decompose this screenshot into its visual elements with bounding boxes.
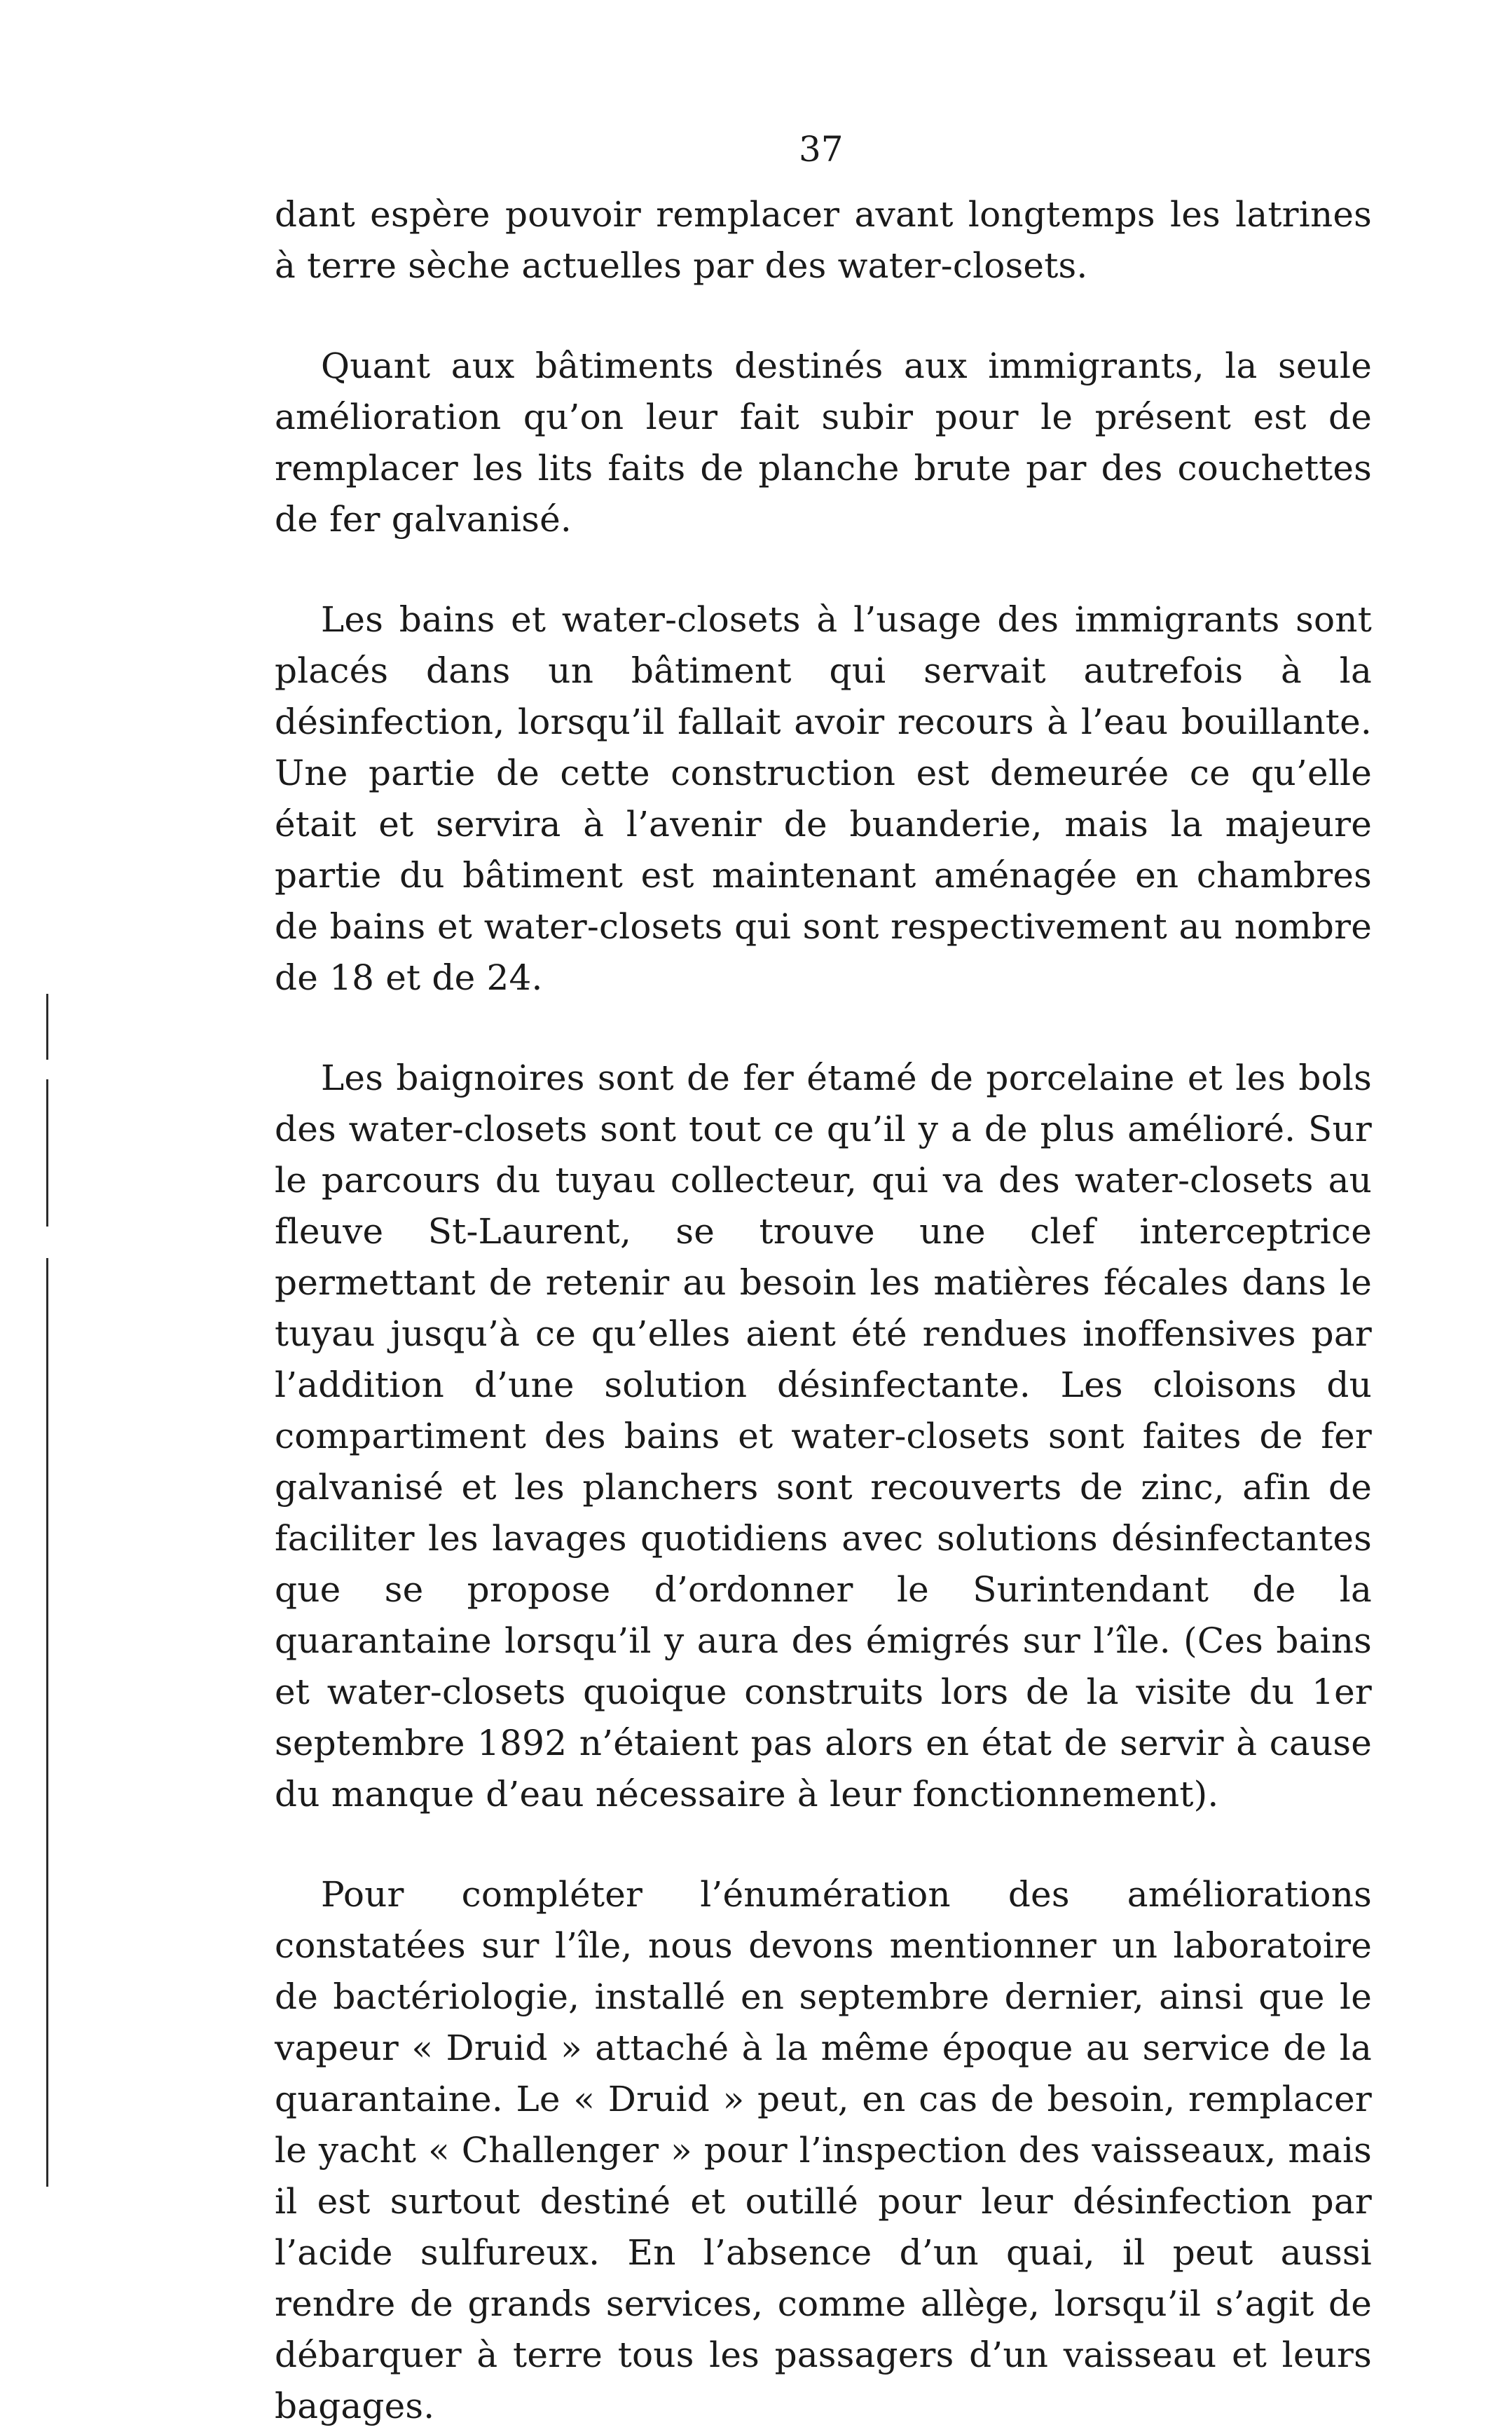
paragraph: dant espère pouvoir remplacer avant longtemps les latrines à terre sèche actuelles par des water-closets. — [275, 194, 1372, 286]
paragraph: Les bains et water-closets à l’usage des immigrants sont placés dans un bâtiment qui servait autrefois à la désinfection, lorsqu’il fallait avoir recours à l’eau bouillante. Une partie de cette construction est demeurée ce qu’elle était et servira à l’avenir de buanderie, mais la majeure partie du bâtiment est maintenant aménagée en chambres de bains et water-closets qui sont respectivement au nombre de 18 et de 24. — [275, 599, 1372, 998]
margin-scan-line — [46, 1258, 48, 2187]
paragraph: Les baignoires sont de fer étamé de porcelaine et les bols des water-closets sont tout ce qu’il y a de plus amélioré. Sur le parcours du tuyau collecteur, qui va des water-closets au fleuve St-Laurent, se trouve une clef interceptrice permettant de retenir au besoin les matières fécales dans le tuyau jusqu’à ce qu’elles aient été rendues inoffensives par l’addition d’une solution désinfectante. Les cloisons du compartiment des bains et water-closets sont faites de fer galvanisé et les planchers sont recouverts de zinc, afin de faciliter les lavages quotidiens avec solutions désinfectantes que se propose d’ordonner le Surintendant de la quarantaine lorsqu’il y aura des émigrés sur l’île. (Ces bains et water-closets quoique construits lors de la visite du 1er septembre 1892 n’étaient pas alors en état de servir à cause du manque d’eau nécessaire à leur fonctionnement). — [275, 1058, 1372, 1815]
margin-scan-line — [46, 994, 48, 1060]
page-number: 37 — [799, 129, 844, 170]
margin-scan-line — [46, 1079, 48, 1227]
paragraph: Pour compléter l’énumération des améliorations constatées sur l’île, nous devons mentionner un laboratoire de bactériologie, installé en septembre dernier, ainsi que le vapeur « Druid » attaché à la même époque au service de la quarantaine. Le « Druid » peut, en cas de besoin, remplacer le yacht « Challenger » pour l’inspection des vaisseaux, mais il est surtout destiné et outillé pour leur désinfection par l’acide sulfureux. En l’absence d’un quai, il peut aussi rendre de grands services, comme allège, lorsqu’il s’agit de débarquer à terre tous les passagers d’un vaisseau et leurs bagages. — [275, 1874, 1372, 2426]
body-text — [275, 189, 1372, 2432]
paragraph: Quant aux bâtiments destinés aux immigrants, la seule amélioration qu’on leur fait subir pour le présent est de remplacer les lits faits de planche brute par des couchettes de fer galvanisé. — [275, 346, 1372, 540]
